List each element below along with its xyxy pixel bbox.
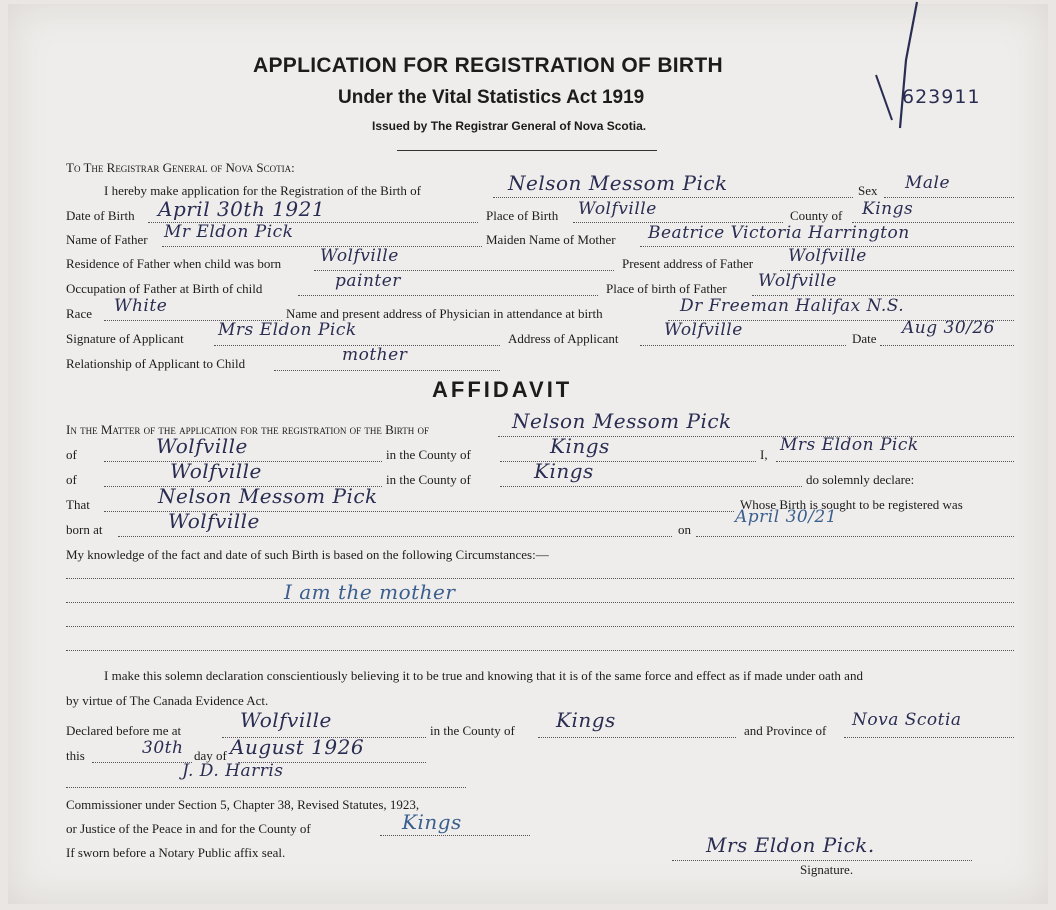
relationship-value: mother	[342, 345, 408, 365]
declarant-signature: Mrs Eldon Pick.	[706, 833, 875, 857]
matter-label-text: In the Matter of the application for the registration of the Birth of	[66, 422, 430, 437]
solemn-declaration-2: by virtue of The Canada Evidence Act.	[66, 693, 269, 708]
intro-label: I hereby make application for the Registration of the Birth of	[104, 183, 421, 198]
applicant-signature-label: Signature of Applicant	[66, 331, 184, 346]
present-address-label: Present address of Father	[622, 256, 754, 271]
of-value-2: Wolfville	[170, 459, 262, 483]
province-label: and Province of	[744, 723, 827, 738]
physician-label: Name and present address of Physician in attendance at birth	[286, 306, 603, 321]
occupation-value: painter	[335, 271, 401, 291]
dob-label: Date of Birth	[66, 208, 135, 223]
applicant-signature-value: Mrs Eldon Pick	[218, 320, 357, 340]
county-value: Kings	[862, 199, 914, 219]
born-on-line	[696, 536, 1014, 537]
place-label: Place of Birth	[486, 208, 559, 223]
declared-value: Wolfville	[240, 708, 332, 732]
commissioner-signature: J. D. Harris	[182, 761, 284, 781]
circumstance-line-1	[66, 578, 1014, 579]
day-of-label: day of	[194, 748, 227, 763]
justice-county-line	[380, 835, 530, 836]
applicant-address-line	[640, 345, 846, 346]
born-at-label: born at	[66, 522, 103, 537]
declare-label: do solemnly declare:	[806, 472, 915, 487]
applicant-address-label: Address of Applicant	[508, 331, 619, 346]
this-label: this	[66, 748, 85, 763]
commissioner-line	[66, 787, 466, 788]
declarant-value: Mrs Eldon Pick	[780, 435, 919, 455]
declarant-signature-line	[672, 860, 972, 861]
mother-value: Beatrice Victoria Harrington	[648, 223, 910, 243]
declared-label: Declared before me at	[66, 723, 182, 738]
declared-county-label: in the County of	[430, 723, 515, 738]
county-line-2	[500, 486, 802, 487]
residence-value: Wolfville	[320, 246, 399, 266]
date-value: Aug 30/26	[902, 318, 996, 338]
circumstance-value: I am the mother	[284, 580, 456, 604]
i-label: I,	[760, 447, 768, 462]
knowledge-label: My knowledge of the fact and date of such Birth is based on the following Circumstances:—	[66, 547, 549, 562]
sex-value: Male	[905, 173, 951, 193]
father-birthplace-label: Place of birth of Father	[606, 281, 727, 296]
residence-label: Residence of Father when child was born	[66, 256, 282, 271]
mother-label: Maiden Name of Mother	[486, 232, 616, 247]
province-value: Nova Scotia	[852, 710, 962, 730]
justice-label: or Justice of the Peace in and for the County of	[66, 821, 311, 836]
occupation-line	[298, 295, 598, 296]
dob-value: April 30th 1921	[158, 197, 326, 221]
child-name-value: Nelson Messom Pick	[508, 171, 728, 195]
relationship-line	[274, 370, 500, 371]
form-title: APPLICATION FOR REGISTRATION OF BIRTH	[253, 54, 723, 77]
sex-line	[884, 197, 1014, 198]
county-value-2: Kings	[534, 459, 594, 483]
date-label: Date	[852, 331, 877, 346]
present-address-value: Wolfville	[788, 246, 867, 266]
race-value: White	[114, 296, 168, 316]
of-label-2: of	[66, 472, 77, 487]
justice-county-value: Kings	[402, 810, 462, 834]
on-label: on	[678, 522, 691, 537]
occupation-label: Occupation of Father at Birth of child	[66, 281, 263, 296]
header-divider	[397, 150, 657, 151]
province-line	[844, 737, 1014, 738]
applicant-address-value: Wolfville	[664, 320, 743, 340]
circumstance-line-2	[66, 602, 1014, 603]
of-label-1: of	[66, 447, 77, 462]
county-label-1: in the County of	[386, 447, 471, 462]
county-label-2: in the County of	[386, 472, 471, 487]
whose-birth-label: Whose Birth is sought to be registered was	[740, 497, 963, 512]
child-name-line	[493, 197, 853, 198]
sex-label: Sex	[858, 183, 878, 198]
notary-label: If sworn before a Notary Public affix seal.	[66, 845, 286, 860]
born-at-value: Wolfville	[168, 509, 260, 533]
county-value-1: Kings	[550, 434, 610, 458]
of-value-1: Wolfville	[156, 434, 248, 458]
born-at-line	[118, 536, 672, 537]
relationship-label: Relationship of Applicant to Child	[66, 356, 246, 371]
place-value: Wolfville	[578, 199, 657, 219]
date-line	[880, 345, 1014, 346]
circumstance-line-4	[66, 650, 1014, 651]
pen-mark	[862, 0, 932, 140]
matter-name-value: Nelson Messom Pick	[512, 409, 732, 433]
father-birthplace-value: Wolfville	[758, 271, 837, 291]
that-value: Nelson Messom Pick	[158, 484, 378, 508]
father-value: Mr Eldon Pick	[164, 222, 294, 242]
circumstance-line-3	[66, 626, 1014, 627]
declared-county-value: Kings	[556, 708, 616, 732]
county-label: County of	[790, 208, 843, 223]
father-label: Name of Father	[66, 232, 148, 247]
affidavit-title: AFFIDAVIT	[432, 377, 573, 402]
day-line	[92, 762, 192, 763]
month-year-value: August 1926	[230, 735, 365, 759]
race-label: Race	[66, 306, 92, 321]
day-value: 30th	[142, 738, 184, 758]
solemn-declaration-1: I make this solemn declaration conscientiously believing it to be true and knowing that it is of the same force and effect as if made under oath and	[104, 668, 863, 683]
physician-value: Dr Freeman Halifax N.S.	[680, 296, 905, 316]
form-subtitle: Under the Vital Statistics Act 1919	[338, 87, 645, 108]
that-label: That	[66, 497, 90, 512]
born-on-value: April 30/21	[735, 507, 838, 527]
issued-by: Issued by The Registrar General of Nova Scotia.	[372, 119, 647, 133]
salutation: To The Registrar General of Nova Scotia:	[66, 160, 295, 175]
serial-number: 623911	[902, 86, 981, 108]
commissioner-label: Commissioner under Section 5, Chapter 38, Revised Statutes, 1923,	[66, 797, 420, 812]
declarant-line	[776, 461, 1014, 462]
declared-county-line	[538, 737, 736, 738]
signature-label: Signature.	[800, 862, 854, 877]
